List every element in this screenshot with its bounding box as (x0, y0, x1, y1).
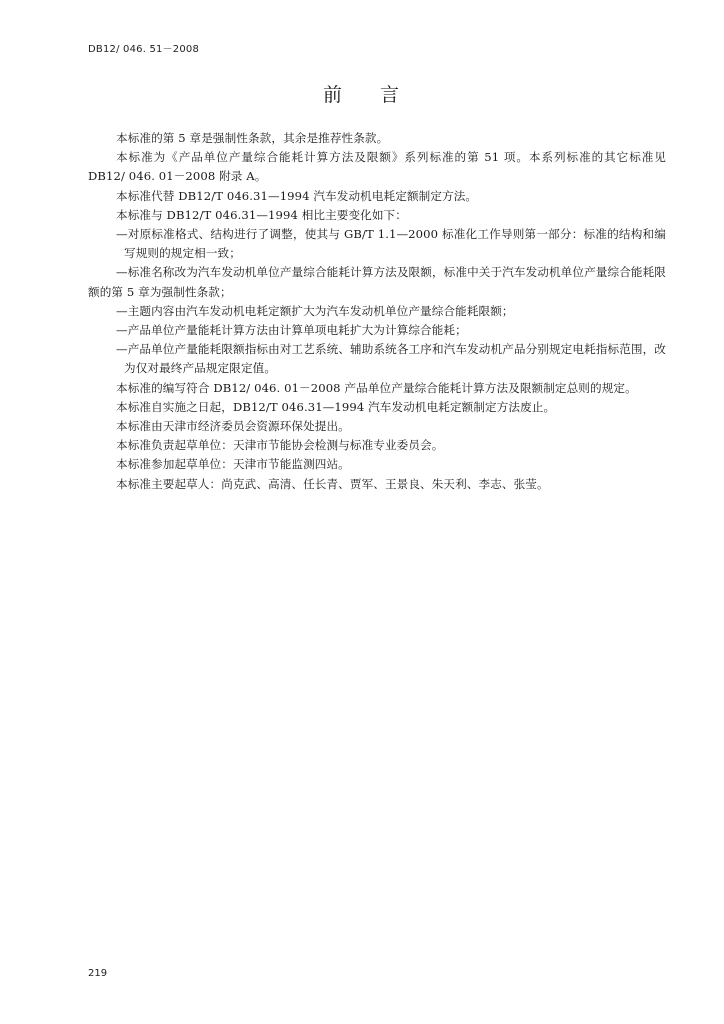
title-char-2: 言 (380, 84, 402, 106)
paragraph-drafting-unit: 本标准负责起草单位：天津市节能协会检测与标准专业委员会。 (116, 438, 444, 453)
paragraph-drafters: 本标准主要起草人：尚克武、高清、任长青、贾军、王景良、朱天利、李志、张莹。 (116, 476, 549, 491)
change-item-name: —标准名称改为汽车发动机单位产量综合能耗计算方法及限额，标准中关于汽车发动机单位产量综合能耗限额的第 5 章为强制性条款； (88, 265, 666, 299)
paragraph-proposed-by: 本标准由天津市经济委员会资源环保处提出。 (116, 419, 350, 434)
change-item-subject: —主题内容由汽车发动机电耗定额扩大为汽车发动机单位产量综合能耗限额； (116, 303, 514, 318)
change-item-limits: —产品单位产量能耗限额指标由对工艺系统、辅助系统各工序和汽车发动机产品分别规定电耗指标范围，改为仅对最终产品规定限定值。 (116, 342, 666, 376)
paragraph-series-info: 本标准为《产品单位产量综合能耗计算方法及限额》系列标准的第 51 项。本系列标准的其它标准见 DB12/ 046. 01－2008 附录 A。 (88, 150, 666, 184)
paragraph-replaces: 本标准代替 DB12/T 046.31—1994 汽车发动机电耗定额制定方法。 (116, 188, 478, 203)
foreword-body (88, 129, 666, 494)
paragraph-changes-intro: 本标准与 DB12/T 046.31—1994 相比主要变化如下： (116, 207, 407, 222)
page-number: 219 (88, 968, 108, 979)
page-title (0, 80, 724, 107)
change-item-format: —对原标准格式、结构进行了调整，使其与 GB/T 1.1—2000 标准化工作导则第一部分：标准的结构和编写规则的规定相一致； (116, 227, 666, 261)
title-char-1: 前 (322, 84, 344, 106)
change-item-method: —产品单位产量能耗计算方法由计算单项电耗扩大为计算综合能耗； (116, 323, 467, 338)
paragraph-abolish: 本标准自实施之日起，DB12/T 046.31—1994 汽车发动机电耗定额制定方法废止。 (116, 399, 556, 414)
document-code-header: DB12/ 046. 51－2008 (88, 44, 200, 55)
paragraph-mandatory-clause: 本标准的第 5 章是强制性条款，其余是推荐性条款。 (116, 131, 389, 145)
paragraph-conformity: 本标准的编写符合 DB12/ 046. 01－2008 产品单位产量综合能耗计算方法及限额制定总则的规定。 (116, 380, 637, 395)
paragraph-participating-unit: 本标准参加起草单位：天津市节能监测四站。 (116, 457, 350, 472)
